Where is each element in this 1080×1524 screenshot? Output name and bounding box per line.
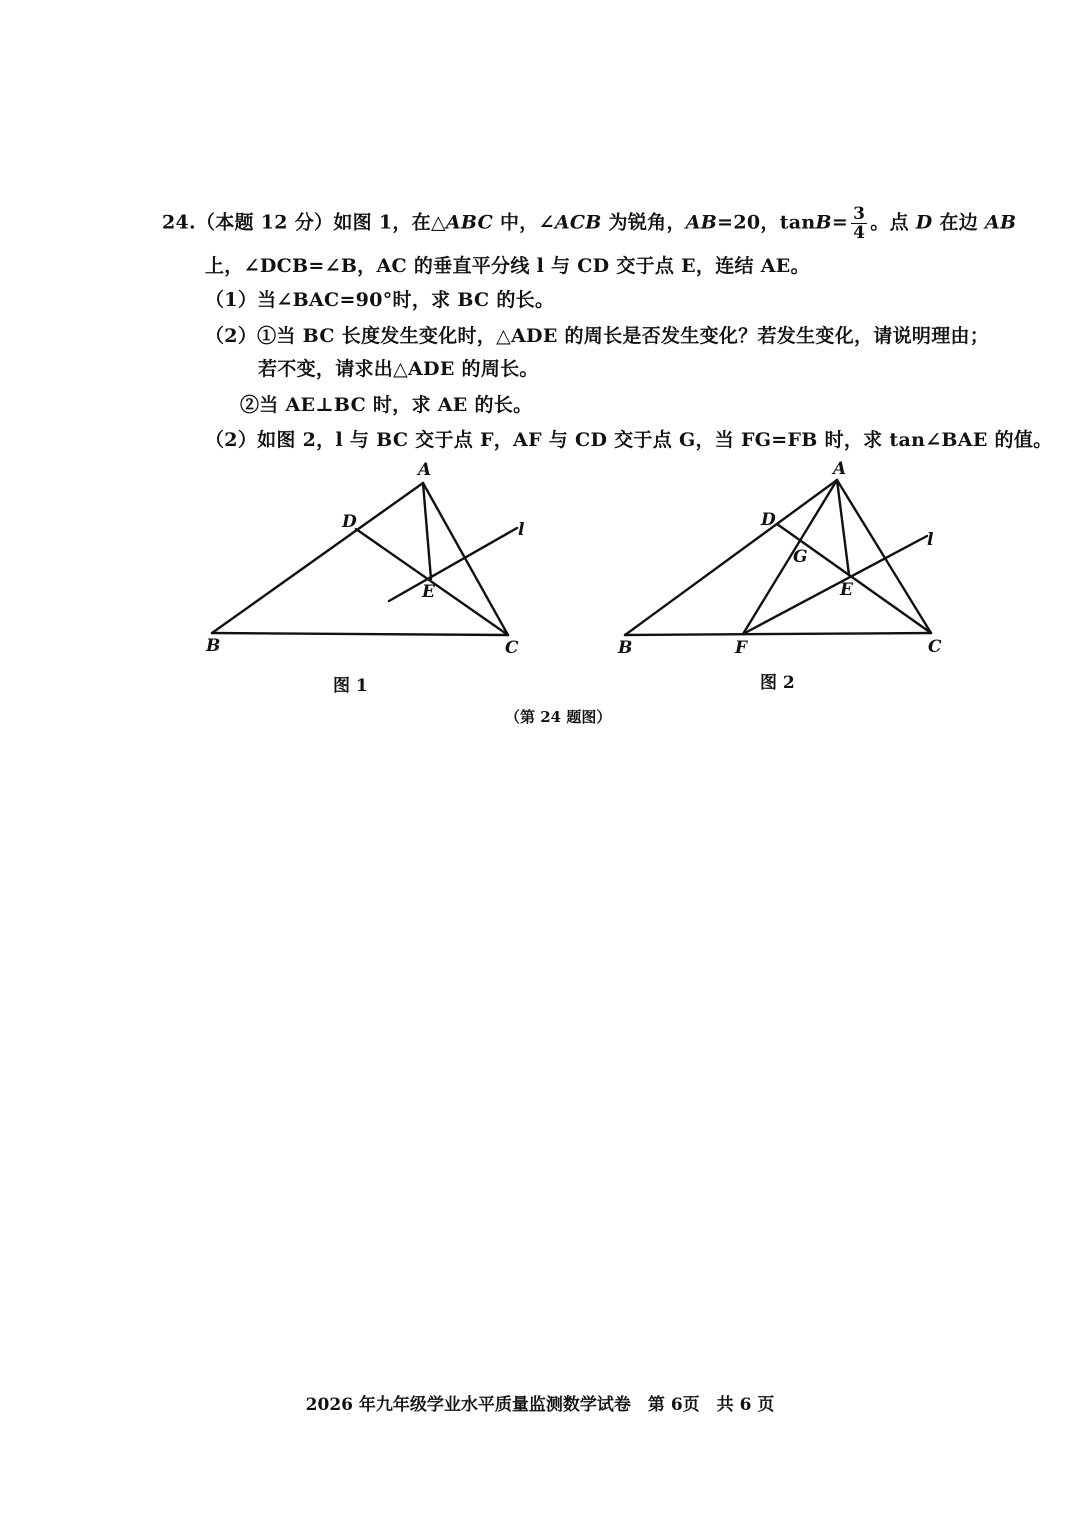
label-F: F: [735, 638, 748, 658]
question-2a-line-2: 若不变，请求出△ADE 的周长。: [258, 358, 539, 380]
label-D: D: [761, 510, 776, 530]
angle-name: ACB: [554, 211, 602, 234]
fraction-numerator: 3: [853, 204, 866, 224]
question-1: （1）当∠BAC=90°时，求 BC 的长。: [205, 289, 555, 311]
problem-header-text: 24.（本题 12 分）如图 1，在△: [162, 211, 446, 234]
segment-AC: [423, 483, 508, 635]
text-segment: 。点: [870, 211, 916, 234]
text-segment: 中，∠: [493, 211, 555, 234]
label-E: E: [840, 580, 853, 600]
fraction-denominator: 4: [853, 223, 866, 243]
label-D: D: [342, 512, 357, 532]
segment-AC: [837, 480, 931, 633]
label-C: C: [505, 638, 519, 658]
point-name: D: [915, 211, 933, 234]
line-l: [743, 536, 927, 634]
label-A: A: [418, 460, 432, 480]
question-2a-line-1: （2）①当 BC 长度发生变化时，△ADE 的周长是否发生变化？若发生变化，请说明理由；: [205, 325, 990, 347]
text-segment: 在边: [932, 211, 986, 234]
label-G: G: [793, 547, 808, 567]
text-segment: =: [831, 211, 849, 234]
segment-BC: [212, 633, 508, 635]
segment-name: AB: [985, 211, 1017, 234]
figure-2: [605, 455, 965, 665]
label-C: C: [928, 637, 942, 657]
question-2b: ②当 AE⊥BC 时，求 AE 的长。: [240, 394, 533, 416]
triangle-name: ABC: [445, 211, 494, 234]
figure-1-diagram: [190, 455, 550, 665]
label-B: B: [206, 636, 221, 656]
angle-var: B: [815, 211, 832, 234]
label-l: l: [518, 520, 525, 540]
figure-1: [190, 455, 550, 665]
label-E: E: [422, 582, 435, 602]
problem-line-1: [162, 205, 1016, 242]
figure-2-caption: 图 2: [760, 673, 795, 693]
figure-1-caption: 图 1: [333, 676, 368, 696]
label-l: l: [927, 530, 934, 550]
fraction: [851, 205, 867, 242]
figure-group-caption: （第 24 题图）: [505, 708, 612, 726]
text-segment: =20，tan: [717, 211, 816, 234]
figure-2-diagram: [605, 455, 965, 665]
text-segment: 为锐角，: [601, 211, 686, 234]
label-B: B: [618, 638, 633, 658]
segment-BA: [212, 483, 423, 633]
question-3: （2）如图 2，l 与 BC 交于点 F，AF 与 CD 交于点 G，当 FG=FB 时，求 tan∠BAE 的值。: [205, 429, 1053, 451]
segment-AE: [837, 480, 849, 575]
page-footer: 2026 年九年级学业水平质量监测数学试卷 第 6页 共 6 页: [305, 1395, 775, 1415]
problem-line-2: 上，∠DCB=∠B，AC 的垂直平分线 l 与 CD 交于点 E，连结 AE。: [205, 255, 810, 277]
segment-BC: [625, 633, 931, 635]
label-A: A: [833, 459, 847, 479]
segment-name: AB: [685, 211, 718, 234]
